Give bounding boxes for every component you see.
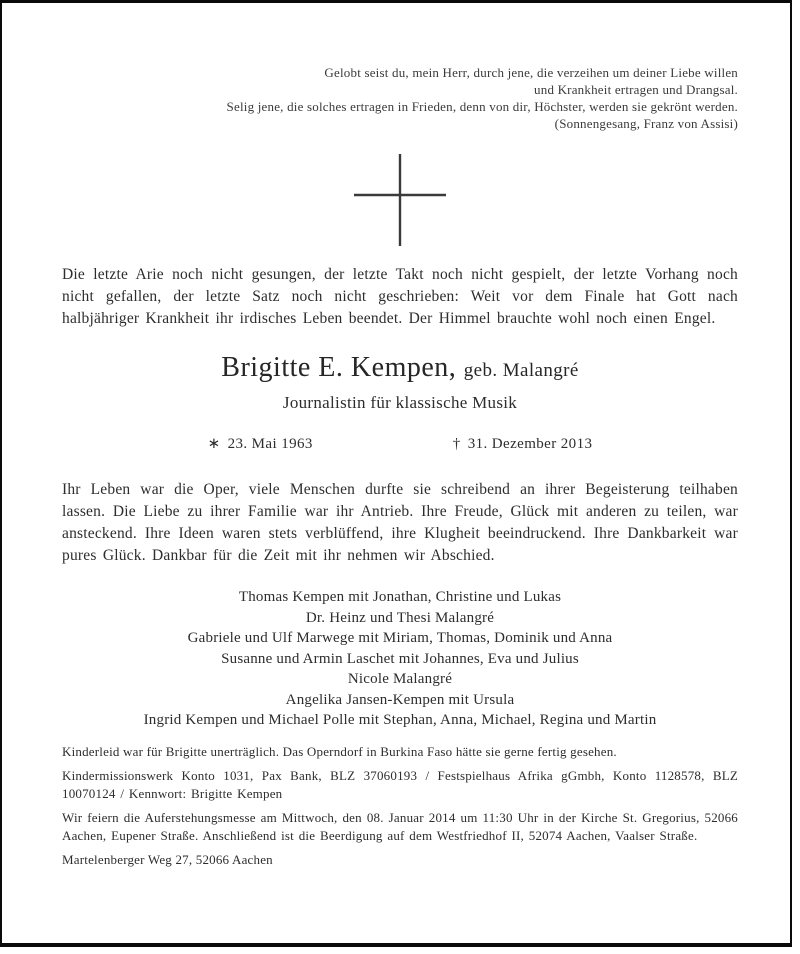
mourner-line: Nicole Malangré <box>347 671 453 687</box>
notice-content <box>62 0 738 869</box>
death-date: † 31. Dezember 2013 <box>452 436 593 452</box>
deceased-maiden-name: geb. Malangré <box>463 360 579 381</box>
deceased-name-line <box>62 350 738 389</box>
quote-line: Gelobt seist du, mein Herr, durch jene, die verzeihen um deiner Liebe willen <box>324 65 738 80</box>
memorial-cross-icon <box>62 150 738 250</box>
life-dates <box>62 433 738 455</box>
quote-line: Selig jene, die solches ertragen in Frieden, denn von dir, Höchster, werden sie gekrönt werden. <box>226 99 738 114</box>
home-address: Martelenberger Weg 27, 52066 Aachen <box>62 851 273 867</box>
footer-smallprint <box>62 743 738 869</box>
donation-accounts: Kindermissionswerk Konto 1031, Pax Bank, BLZ 37060193 / Festspielhaus Afrika gGmbh, Konto 1128578, BLZ 10070124 / Kennwort: Brigitte Kempen <box>62 767 738 801</box>
intro-paragraph: Die letzte Arie noch nicht gesungen, der letzte Takt noch nicht gespielt, der letzte Vorhang noch nicht gefallen, der letzte Satz noch nicht geschrieben: Weit vor dem Finale hat Gott nach halbjähriger Krankheit ihr irdisches Leben beendet. Der Himmel brauchte wohl noch einen Engel. <box>62 266 738 327</box>
tribute-paragraph: Ihr Leben war die Oper, viele Menschen durfte sie schreibend an ihrer Begeisterung teilhaben lassen. Die Liebe zu ihrer Familie war ihr Antrieb. Ihre Freude, Glück mit anderen zu teilen, war ansteckend. Ihre Ideen waren stets verblüffend, ihre Klugheit beeindruckend. Ihre Dankbarkeit war pures Glück. Dankbar für die Zeit mit ihr nehmen wir Abschied. <box>62 481 738 564</box>
mourner-line: Gabriele und Ulf Marwege mit Miriam, Thomas, Dominik und Anna <box>187 630 613 646</box>
mourner-line: Angelika Jansen-Kempen mit Ursula <box>285 691 515 708</box>
quote-line: und Krankheit ertragen und Drangsal. <box>534 82 738 97</box>
opening-quote <box>62 64 738 132</box>
mourner-line: Thomas Kempen mit Jonathan, Christine und Lukas <box>238 589 562 605</box>
deceased-profession: Journalistin für klassische Musik <box>282 393 518 412</box>
mourner-line: Ingrid Kempen und Michael Polle mit Stephan, Anna, Michael, Regina und Martin <box>143 712 657 728</box>
service-details: Wir feiern die Auferstehungsmesse am Mittwoch, den 08. Januar 2014 um 11:30 Uhr in der Kirche St. Gregorius, 52066 Aachen, Eupener Straße. Anschließend ist die Beerdigung auf dem Westfriedhof II, 52074 Aachen, Vaalser Straße. <box>62 809 738 843</box>
mourners-list <box>62 587 738 731</box>
donation-intro: Kinderleid war für Brigitte unerträglich. Das Operndorf in Burkina Faso hätte sie gerne fertig gesehen. <box>62 743 617 759</box>
quote-attribution: (Sonnengesang, Franz von Assisi) <box>554 116 738 131</box>
deceased-name: Brigitte E. Kempen, <box>221 352 457 383</box>
mourner-line: Dr. Heinz und Thesi Malangré <box>305 609 495 626</box>
mourner-line: Susanne und Armin Laschet mit Johannes, Eva und Julius <box>221 650 579 667</box>
death-cross-icon: † <box>452 436 461 452</box>
birth-star-icon: ∗ <box>207 436 221 452</box>
birth-date: ∗ 23. Mai 1963 <box>207 436 313 452</box>
